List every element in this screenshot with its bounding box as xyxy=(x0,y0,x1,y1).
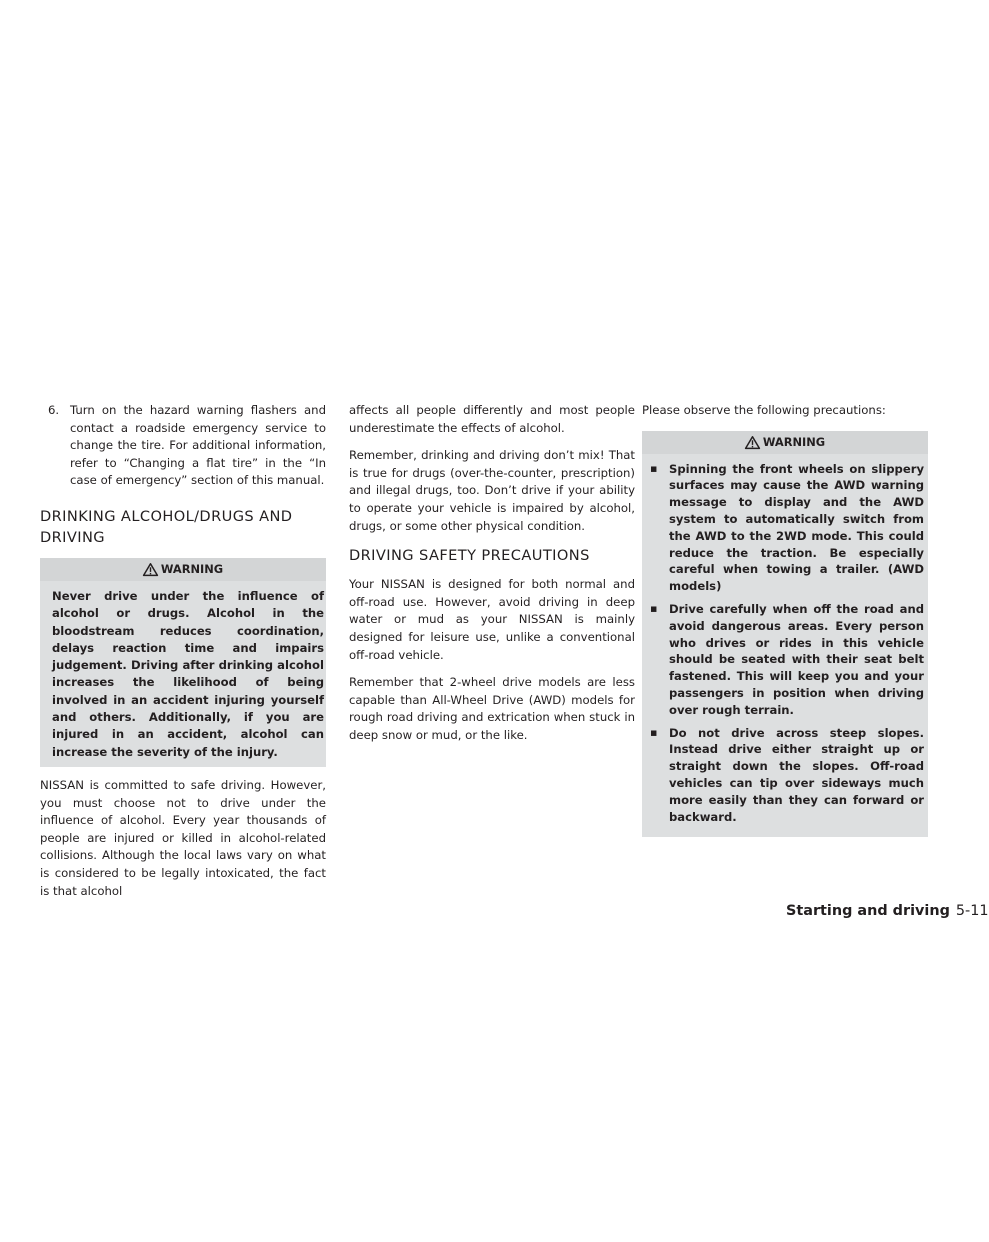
warning-header xyxy=(642,431,928,454)
page-footer xyxy=(786,903,989,919)
column-middle xyxy=(349,402,635,755)
warning-label: WARNING xyxy=(762,435,826,450)
warning-body xyxy=(40,581,326,767)
warning-box-alcohol xyxy=(40,558,326,767)
paragraph-committed: NISSAN is committed to safe driving. However, you must choose not to drive under the influence of alcohol. Every year thousands of people are injured or killed in alcohol-related collisions. Although the local laws vary on what is considered to be legally intoxicated, the fact is that alcohol xyxy=(40,777,326,898)
heading-driving-safety: DRIVING SAFETY PRECAUTIONS xyxy=(349,547,590,565)
column-right xyxy=(642,402,928,847)
warning-header xyxy=(40,558,326,581)
step-6 xyxy=(40,402,326,490)
heading-drinking-alcohol: DRINKING ALCOHOL/DRUGS AND DRIVING xyxy=(40,507,293,546)
step-number: 6. xyxy=(48,403,60,417)
warning-label: WARNING xyxy=(160,562,224,577)
warning-body xyxy=(642,454,928,838)
warning-box-precautions xyxy=(642,431,928,838)
paragraph-drinking-drugs: Remember, drinking and driving don’t mix! That is true for drugs (over-the-counter, prescription) and illegal drugs, too. Don’t drive if your ability to operate your vehicle is impaired by alcohol, drugs, or some other physical condition. xyxy=(349,448,635,533)
footer-section-title: Starting and driving xyxy=(786,903,950,919)
paragraph-designed: Your NISSAN is designed for both normal and off-road use. However, avoid driving in deep water or mud as your NISSAN is mainly designed for leisure use, unlike a conventional off-road vehicle. xyxy=(349,577,635,662)
warning-item-awd: ▪ Spinning the front wheels on slippery surfaces may cause the AWD warning message to display and the AWD system to automatically switch from the AWD to the 2WD mode. This could reduce the traction. Be especially careful when towing a trailer. (AWD models) xyxy=(642,461,924,595)
warning-triangle-icon xyxy=(143,563,158,576)
column-left xyxy=(40,402,326,910)
warning-triangle-icon xyxy=(745,436,760,449)
warning-text-alcohol: Never drive under the influence of alcohol or drugs. Alcohol in the bloodstream reduces coordination, delays reaction time and impairs judgement. Driving after drinking alcohol increases the likelihood of being involved in an accident injuring yourself and others. Additionally, if you are injured in an accident, alcohol can increase the severity of the injury. xyxy=(52,588,324,759)
warning-item-off-road: ▪ Drive carefully when off the road and avoid dangerous areas. Every person who drives or rides in this vehicle should be seated with their seat belt fastened. This will keep you and your passengers in position when driving over rough terrain. xyxy=(642,601,924,719)
step-6-text: Turn on the hazard warning flashers and contact a roadside emergency service to change the tire. For additional information, refer to “Changing a flat tire” in the “In case of emergency” section of this manual. xyxy=(70,403,326,488)
paragraph-affects: affects all people differently and most people underestimate the effects of alcohol. xyxy=(349,403,635,435)
warning-list xyxy=(642,461,924,826)
warning-item-slopes: ▪ Do not drive across steep slopes. Instead drive either straight up or straight down the slopes. Off-road vehicles can tip over sideways much more easily than they can forward or backward. xyxy=(642,725,924,826)
paragraph-2wd: Remember that 2-wheel drive models are less capable than All-Wheel Drive (AWD) models for rough road driving and extrication when stuck in deep snow or mud, or the like. xyxy=(349,675,635,742)
page-number: 5-11 xyxy=(955,903,989,919)
paragraph-observe: Please observe the following precautions: xyxy=(642,403,886,417)
